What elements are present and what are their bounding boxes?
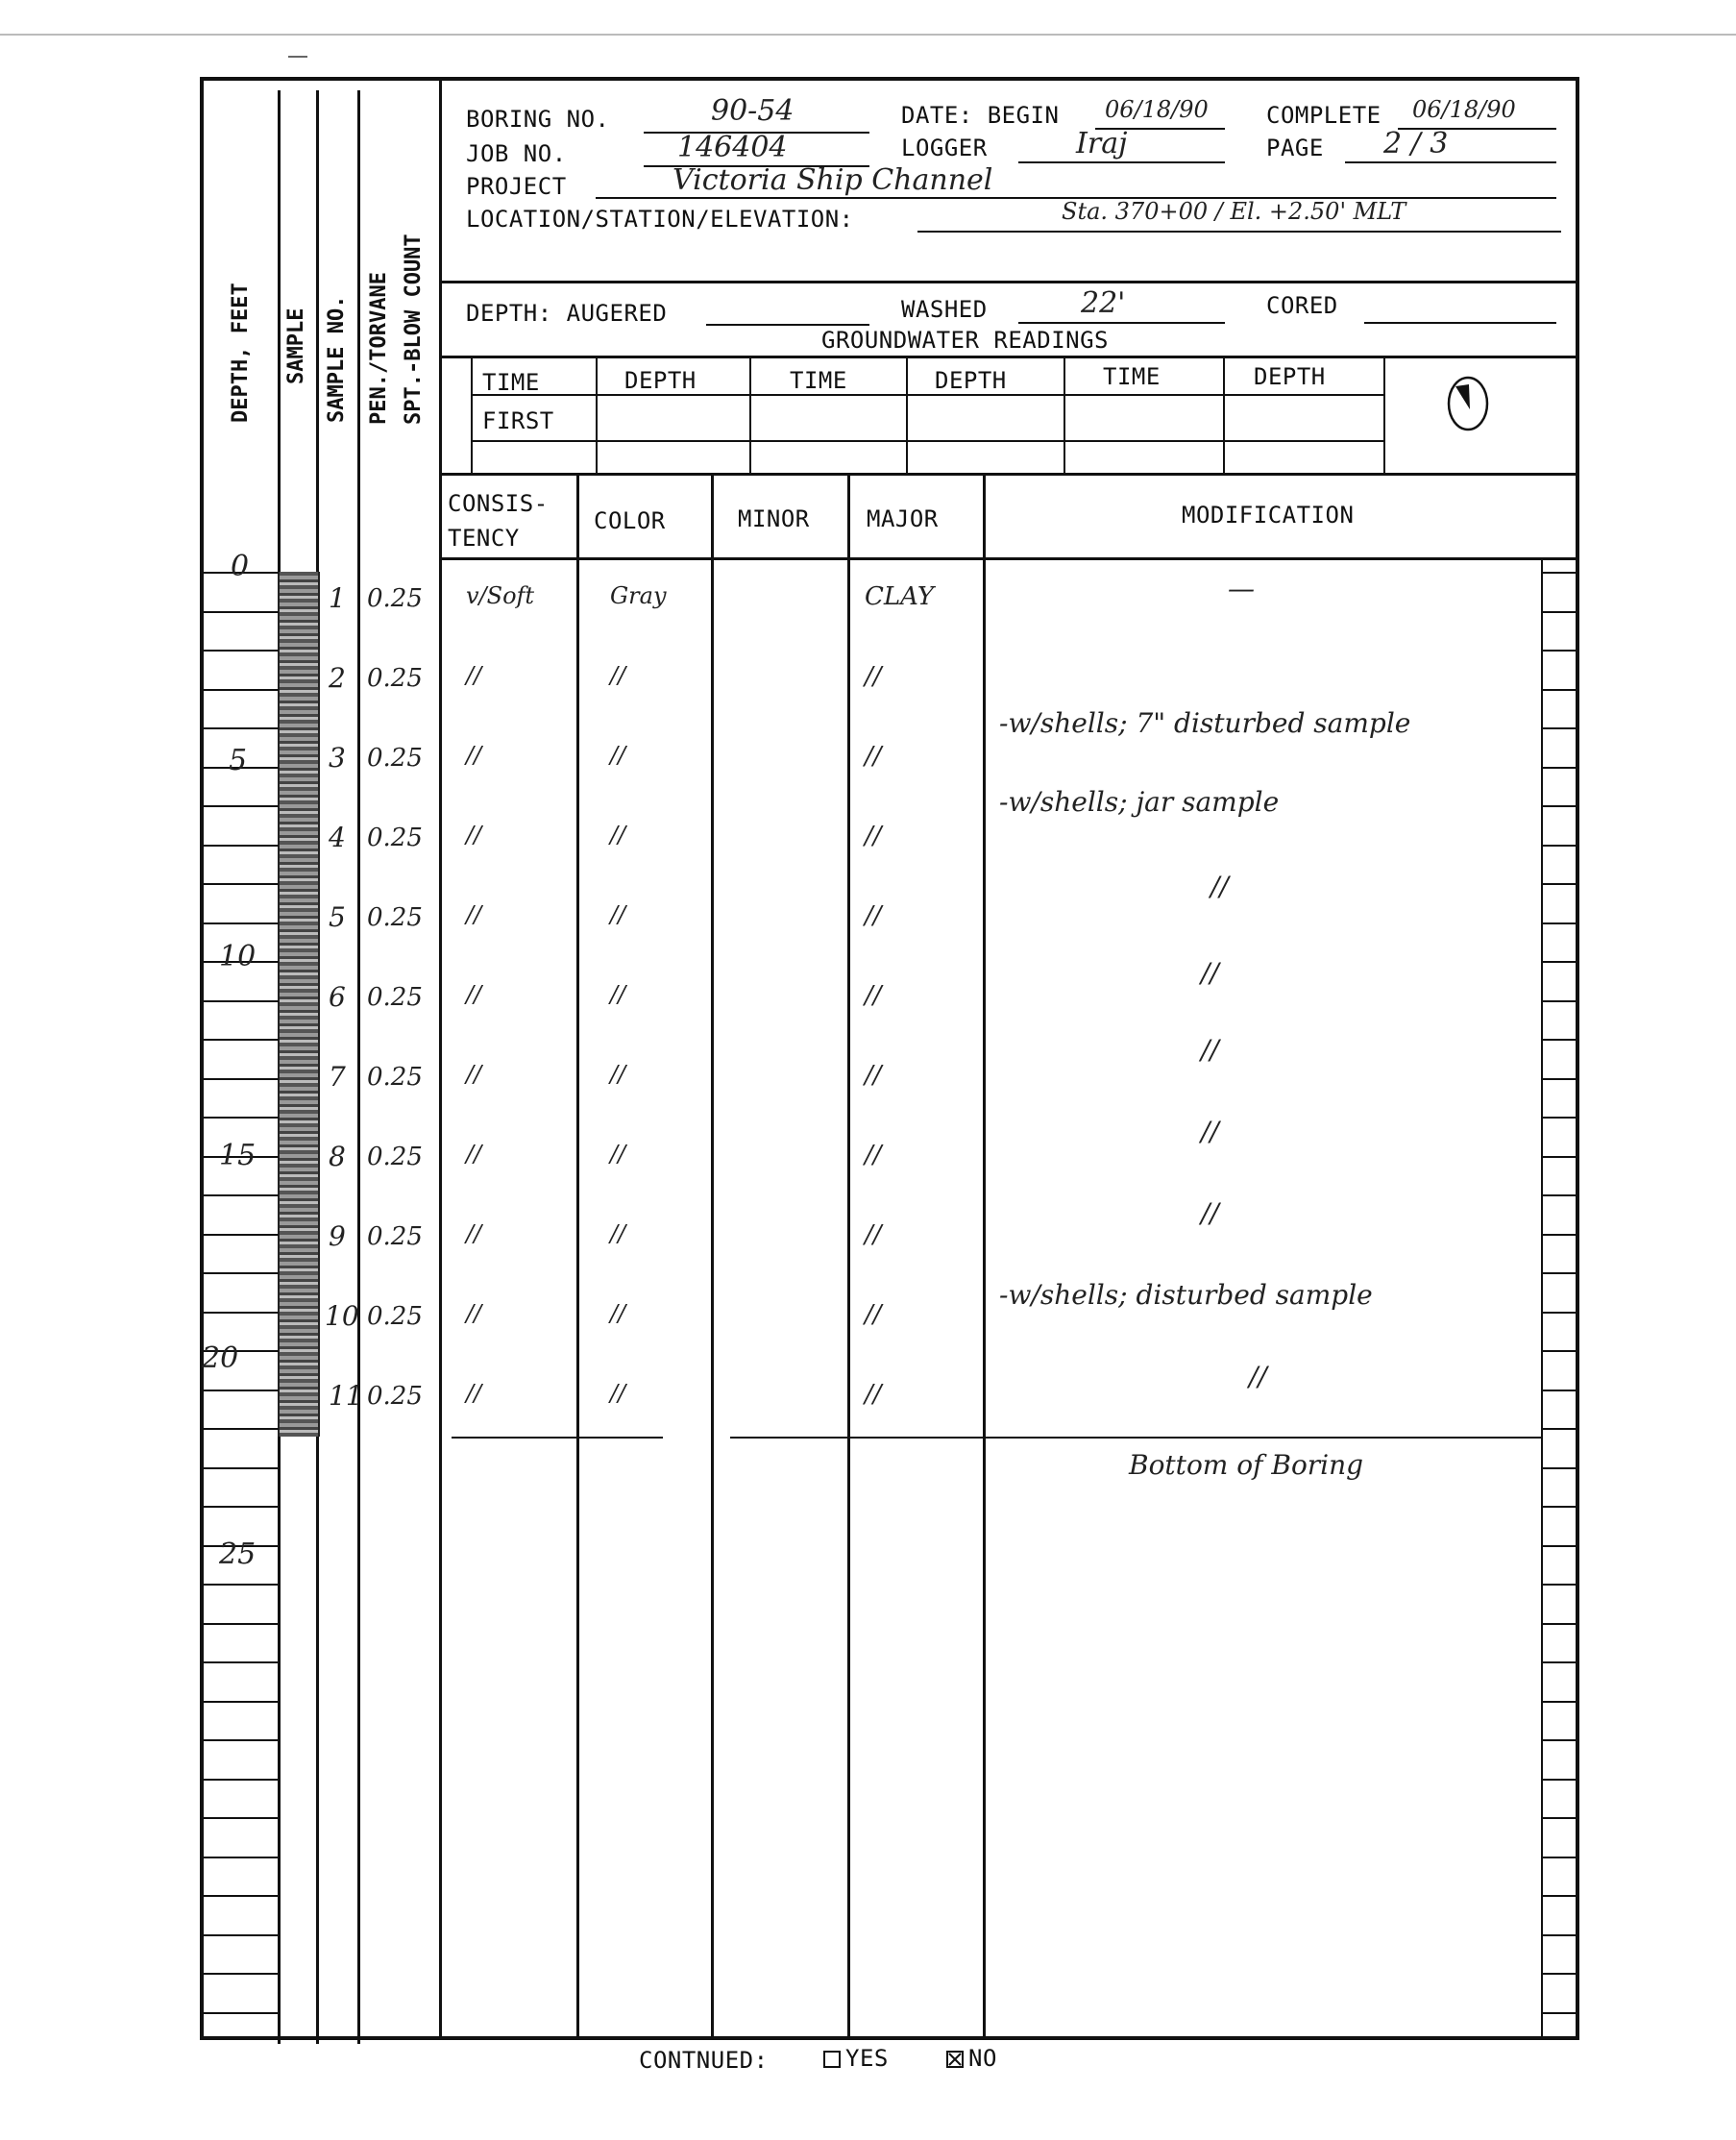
gw-time-header-1: TIME bbox=[482, 369, 540, 396]
major-header: MAJOR bbox=[867, 505, 939, 532]
underline bbox=[917, 231, 1561, 233]
logger-value: Iraj bbox=[1076, 127, 1128, 160]
depth-tick-right bbox=[1543, 1390, 1576, 1391]
depth-tick-right bbox=[1543, 2012, 1576, 2014]
depth-tick-right bbox=[1543, 1467, 1576, 1469]
boring-no-label: BORING NO. bbox=[466, 106, 610, 133]
divider bbox=[471, 357, 473, 473]
consistency-value: // bbox=[466, 662, 482, 689]
scan-edge bbox=[0, 34, 1736, 36]
color-value: // bbox=[610, 662, 626, 689]
depth-tick-left bbox=[202, 1623, 279, 1625]
modification-value: -w/shells; disturbed sample bbox=[999, 1279, 1373, 1311]
depth-tick-right bbox=[1543, 1895, 1576, 1897]
sample-number: 10 bbox=[325, 1300, 359, 1332]
washed-value: 22' bbox=[1081, 286, 1126, 320]
depth-tick-right bbox=[1543, 1194, 1576, 1196]
pen-torvane-value: 0.25 bbox=[367, 1063, 423, 1092]
depth-tick-left bbox=[202, 805, 279, 807]
spt-column-title: SPT.-BLOW COUNT bbox=[402, 234, 426, 425]
depth-tick-right bbox=[1543, 1934, 1576, 1936]
date-begin-value: 06/18/90 bbox=[1105, 96, 1209, 123]
major-value: // bbox=[865, 1061, 882, 1090]
sample-number: 3 bbox=[329, 742, 346, 774]
depth-tick-left bbox=[202, 845, 279, 847]
major-value: // bbox=[865, 981, 882, 1010]
major-value: // bbox=[865, 1220, 882, 1249]
color-value: // bbox=[610, 1300, 626, 1327]
depth-tick-left bbox=[202, 1973, 279, 1975]
gw-time-header-3: TIME bbox=[1103, 363, 1161, 390]
depth-tick-left bbox=[202, 1584, 279, 1586]
color-value: // bbox=[610, 822, 626, 849]
divider bbox=[906, 357, 908, 473]
logger-label: LOGGER bbox=[901, 135, 988, 161]
underline bbox=[1345, 161, 1556, 163]
location-value: Sta. 370+00 / El. +2.50' MLT bbox=[1062, 198, 1406, 225]
sample-number: 8 bbox=[329, 1141, 346, 1172]
depth-tick-right bbox=[1543, 883, 1576, 885]
modification-value: -w/shells; 7" disturbed sample bbox=[999, 707, 1411, 739]
divider bbox=[439, 473, 1577, 476]
depth-tick-left bbox=[202, 1000, 279, 1002]
depth-tick-right bbox=[1543, 572, 1576, 574]
underline bbox=[706, 324, 869, 326]
divider bbox=[439, 356, 1577, 358]
depth-tick-left bbox=[202, 1467, 279, 1469]
depth-tick-right bbox=[1543, 1117, 1576, 1119]
consistency-value: // bbox=[466, 1220, 482, 1247]
sample-number: 9 bbox=[329, 1220, 346, 1252]
pen-torvane-value: 0.25 bbox=[367, 664, 423, 693]
color-value: // bbox=[610, 901, 626, 928]
depth-tick-left bbox=[202, 1895, 279, 1897]
depth-tick-right bbox=[1543, 1000, 1576, 1002]
depth-tick-left bbox=[202, 1234, 279, 1236]
divider bbox=[847, 473, 850, 2040]
depth-tick-left bbox=[202, 1428, 279, 1430]
pen-torvane-value: 0.25 bbox=[367, 983, 423, 1012]
underline bbox=[1018, 161, 1225, 163]
depth-tick-left bbox=[202, 611, 279, 613]
depth-tick-left bbox=[202, 883, 279, 885]
depth-tick-right bbox=[1543, 1857, 1576, 1858]
color-value: // bbox=[610, 1061, 626, 1088]
depth-tick-right bbox=[1543, 961, 1576, 963]
pen-torvane-value: 0.25 bbox=[367, 903, 423, 932]
major-value: CLAY bbox=[865, 582, 935, 611]
consistency-value: // bbox=[466, 1061, 482, 1088]
minor-header: MINOR bbox=[738, 505, 810, 532]
depth-tick-left bbox=[202, 1934, 279, 1936]
depth-tick-right bbox=[1543, 1661, 1576, 1663]
bottom-of-boring-note: Bottom of Boring bbox=[1129, 1449, 1364, 1481]
depth-tick-right bbox=[1543, 1234, 1576, 1236]
job-no-value: 146404 bbox=[677, 131, 788, 164]
depth-augered-label: DEPTH: AUGERED bbox=[466, 300, 668, 327]
sample-number: 5 bbox=[329, 901, 346, 933]
depth-tick-left bbox=[202, 1390, 279, 1391]
divider bbox=[576, 473, 579, 2040]
modification-value: // bbox=[1249, 1361, 1267, 1392]
depth-tick-left bbox=[202, 1779, 279, 1781]
depth-tick-right bbox=[1543, 1545, 1576, 1547]
major-value: // bbox=[865, 742, 882, 771]
modification-value: // bbox=[1201, 1034, 1219, 1066]
divider bbox=[439, 281, 1577, 283]
depth-tick-left bbox=[202, 1739, 279, 1741]
gw-depth-header-2: DEPTH bbox=[935, 367, 1007, 394]
continued-label: CONTNUED: bbox=[639, 2047, 769, 2074]
sample-number: 4 bbox=[329, 822, 346, 853]
divider bbox=[1383, 357, 1385, 473]
sample-number: 2 bbox=[329, 662, 346, 694]
depth-tick-left bbox=[202, 1078, 279, 1080]
depth-tick-right bbox=[1543, 650, 1576, 652]
consistency-header-1: CONSIS- bbox=[448, 490, 549, 517]
depth-tick-left bbox=[202, 1701, 279, 1703]
consistency-value: // bbox=[466, 1380, 482, 1407]
page-label: PAGE bbox=[1266, 135, 1324, 161]
depth-mark-5: 5 bbox=[229, 744, 248, 777]
location-label: LOCATION/STATION/ELEVATION: bbox=[466, 206, 854, 233]
depth-tick-right bbox=[1543, 1817, 1576, 1819]
pen-torvane-value: 0.25 bbox=[367, 584, 423, 613]
depth-tick-left bbox=[202, 1857, 279, 1858]
divider bbox=[596, 357, 598, 473]
depth-tick-left bbox=[202, 2012, 279, 2014]
continued-no-label: NO bbox=[968, 2045, 997, 2072]
washed-label: WASHED bbox=[901, 296, 988, 323]
major-value: // bbox=[865, 1300, 882, 1329]
divider bbox=[1064, 357, 1065, 473]
depth-tick-right bbox=[1543, 1973, 1576, 1975]
consistency-value: // bbox=[466, 1141, 482, 1168]
scan-mark bbox=[288, 56, 307, 58]
depth-tick-right bbox=[1543, 1779, 1576, 1781]
major-value: // bbox=[865, 1380, 882, 1409]
cored-label: CORED bbox=[1266, 292, 1338, 319]
modification-value: // bbox=[1210, 871, 1229, 902]
modification-value: // bbox=[1201, 957, 1219, 989]
boring-no-value: 90-54 bbox=[711, 94, 795, 128]
divider bbox=[983, 473, 986, 2040]
depth-tick-right bbox=[1543, 1350, 1576, 1352]
depth-tick-right bbox=[1543, 611, 1576, 613]
color-value: // bbox=[610, 742, 626, 769]
underline bbox=[1018, 322, 1225, 324]
major-value: // bbox=[865, 822, 882, 850]
depth-tick-left bbox=[202, 1506, 279, 1508]
divider bbox=[730, 1437, 1542, 1439]
depth-tick-right bbox=[1543, 1078, 1576, 1080]
depth-tick-left bbox=[202, 922, 279, 924]
sample-no-column-title: SAMPLE NO. bbox=[325, 295, 349, 423]
sample-number: 11 bbox=[329, 1380, 363, 1412]
depth-tick-right bbox=[1543, 1739, 1576, 1741]
pen-torvane-column-title: PEN./TORVANE bbox=[367, 272, 391, 425]
color-value: Gray bbox=[610, 582, 667, 609]
compass-icon bbox=[1446, 375, 1490, 432]
pen-torvane-value: 0.25 bbox=[367, 744, 423, 773]
depth-tick-right bbox=[1543, 689, 1576, 691]
pen-torvane-value: 0.25 bbox=[367, 824, 423, 852]
divider bbox=[452, 1437, 663, 1439]
color-header: COLOR bbox=[594, 507, 666, 534]
depth-tick-right bbox=[1543, 1312, 1576, 1314]
depth-tick-left bbox=[202, 689, 279, 691]
sample-number: 7 bbox=[329, 1061, 346, 1093]
pen-torvane-value: 0.25 bbox=[367, 1222, 423, 1251]
depth-tick-right bbox=[1543, 1428, 1576, 1430]
pen-torvane-value: 0.25 bbox=[367, 1143, 423, 1171]
depth-tick-left bbox=[202, 1312, 279, 1314]
depth-tick-left bbox=[202, 1661, 279, 1663]
modification-value: // bbox=[1201, 1197, 1219, 1229]
depth-tick-right bbox=[1543, 845, 1576, 847]
depth-tick-right bbox=[1543, 1623, 1576, 1625]
sample-number: 6 bbox=[329, 981, 346, 1013]
job-no-label: JOB NO. bbox=[466, 140, 567, 167]
modification-header: MODIFICATION bbox=[1182, 502, 1355, 529]
consistency-value: // bbox=[466, 901, 482, 928]
sample-number: 1 bbox=[329, 582, 346, 614]
depth-tick-right bbox=[1543, 805, 1576, 807]
depth-tick-right bbox=[1543, 1272, 1576, 1274]
depth-tick-left bbox=[202, 650, 279, 652]
divider bbox=[439, 557, 1577, 560]
color-value: // bbox=[610, 1380, 626, 1407]
color-value: // bbox=[610, 981, 626, 1008]
depth-tick-left bbox=[202, 1272, 279, 1274]
consistency-header-2: TENCY bbox=[448, 525, 520, 552]
modification-value: // bbox=[1201, 1116, 1219, 1147]
sample-recovery-bar bbox=[278, 572, 320, 1437]
consistency-value: // bbox=[466, 981, 482, 1008]
consistency-value: // bbox=[466, 822, 482, 849]
depth-tick-left bbox=[202, 1194, 279, 1196]
gw-depth-header-1: DEPTH bbox=[624, 367, 697, 394]
divider bbox=[711, 473, 714, 2040]
complete-value: 06/18/90 bbox=[1412, 96, 1516, 123]
pen-torvane-value: 0.25 bbox=[367, 1302, 423, 1331]
major-value: // bbox=[865, 901, 882, 930]
depth-tick-right bbox=[1543, 1701, 1576, 1703]
project-label: PROJECT bbox=[466, 173, 567, 200]
page-value: 2 / 3 bbox=[1383, 127, 1449, 160]
color-value: // bbox=[610, 1220, 626, 1247]
project-value: Victoria Ship Channel bbox=[672, 163, 993, 197]
depth-mark-20: 20 bbox=[202, 1341, 239, 1375]
gw-depth-header-3: DEPTH bbox=[1254, 363, 1326, 390]
depth-tick-left bbox=[202, 1039, 279, 1041]
sample-column-title: SAMPLE bbox=[284, 307, 308, 384]
depth-column-title: DEPTH, FEET bbox=[229, 283, 253, 423]
divider bbox=[357, 90, 360, 2044]
depth-tick-right bbox=[1543, 1039, 1576, 1041]
depth-mark-10: 10 bbox=[219, 940, 257, 973]
gw-first-label: FIRST bbox=[482, 407, 554, 434]
groundwater-label: GROUNDWATER READINGS bbox=[821, 327, 1109, 354]
divider bbox=[471, 394, 1383, 396]
consistency-value: // bbox=[466, 742, 482, 769]
major-value: // bbox=[865, 1141, 882, 1169]
divider bbox=[471, 440, 1383, 442]
continued-no-checkbox[interactable] bbox=[946, 2051, 964, 2068]
complete-label: COMPLETE bbox=[1266, 102, 1381, 129]
depth-mark-25: 25 bbox=[219, 1537, 257, 1571]
depth-mark-0: 0 bbox=[231, 550, 250, 583]
depth-tick-right bbox=[1543, 727, 1576, 729]
continued-yes-label: YES bbox=[845, 2045, 889, 2072]
divider bbox=[439, 79, 442, 2040]
depth-mark-15: 15 bbox=[219, 1139, 257, 1172]
modification-value: -w/shells; jar sample bbox=[999, 786, 1280, 818]
depth-tick-right bbox=[1543, 1506, 1576, 1508]
consistency-value: v/Soft bbox=[466, 582, 535, 609]
color-value: // bbox=[610, 1141, 626, 1168]
divider bbox=[749, 357, 751, 473]
divider bbox=[1223, 357, 1225, 473]
modification-value: — bbox=[1228, 573, 1255, 604]
depth-tick-right bbox=[1543, 1584, 1576, 1586]
continued-yes-checkbox[interactable] bbox=[823, 2051, 841, 2068]
underline bbox=[1364, 322, 1556, 324]
consistency-value: // bbox=[466, 1300, 482, 1327]
depth-tick-right bbox=[1543, 1156, 1576, 1158]
major-value: // bbox=[865, 662, 882, 691]
depth-tick-left bbox=[202, 727, 279, 729]
pen-torvane-value: 0.25 bbox=[367, 1382, 423, 1411]
depth-tick-right bbox=[1543, 767, 1576, 769]
gw-time-header-2: TIME bbox=[790, 367, 847, 394]
date-begin-label: DATE: BEGIN bbox=[901, 102, 1060, 129]
depth-tick-left bbox=[202, 1117, 279, 1119]
depth-tick-right bbox=[1543, 922, 1576, 924]
depth-tick-left bbox=[202, 1817, 279, 1819]
